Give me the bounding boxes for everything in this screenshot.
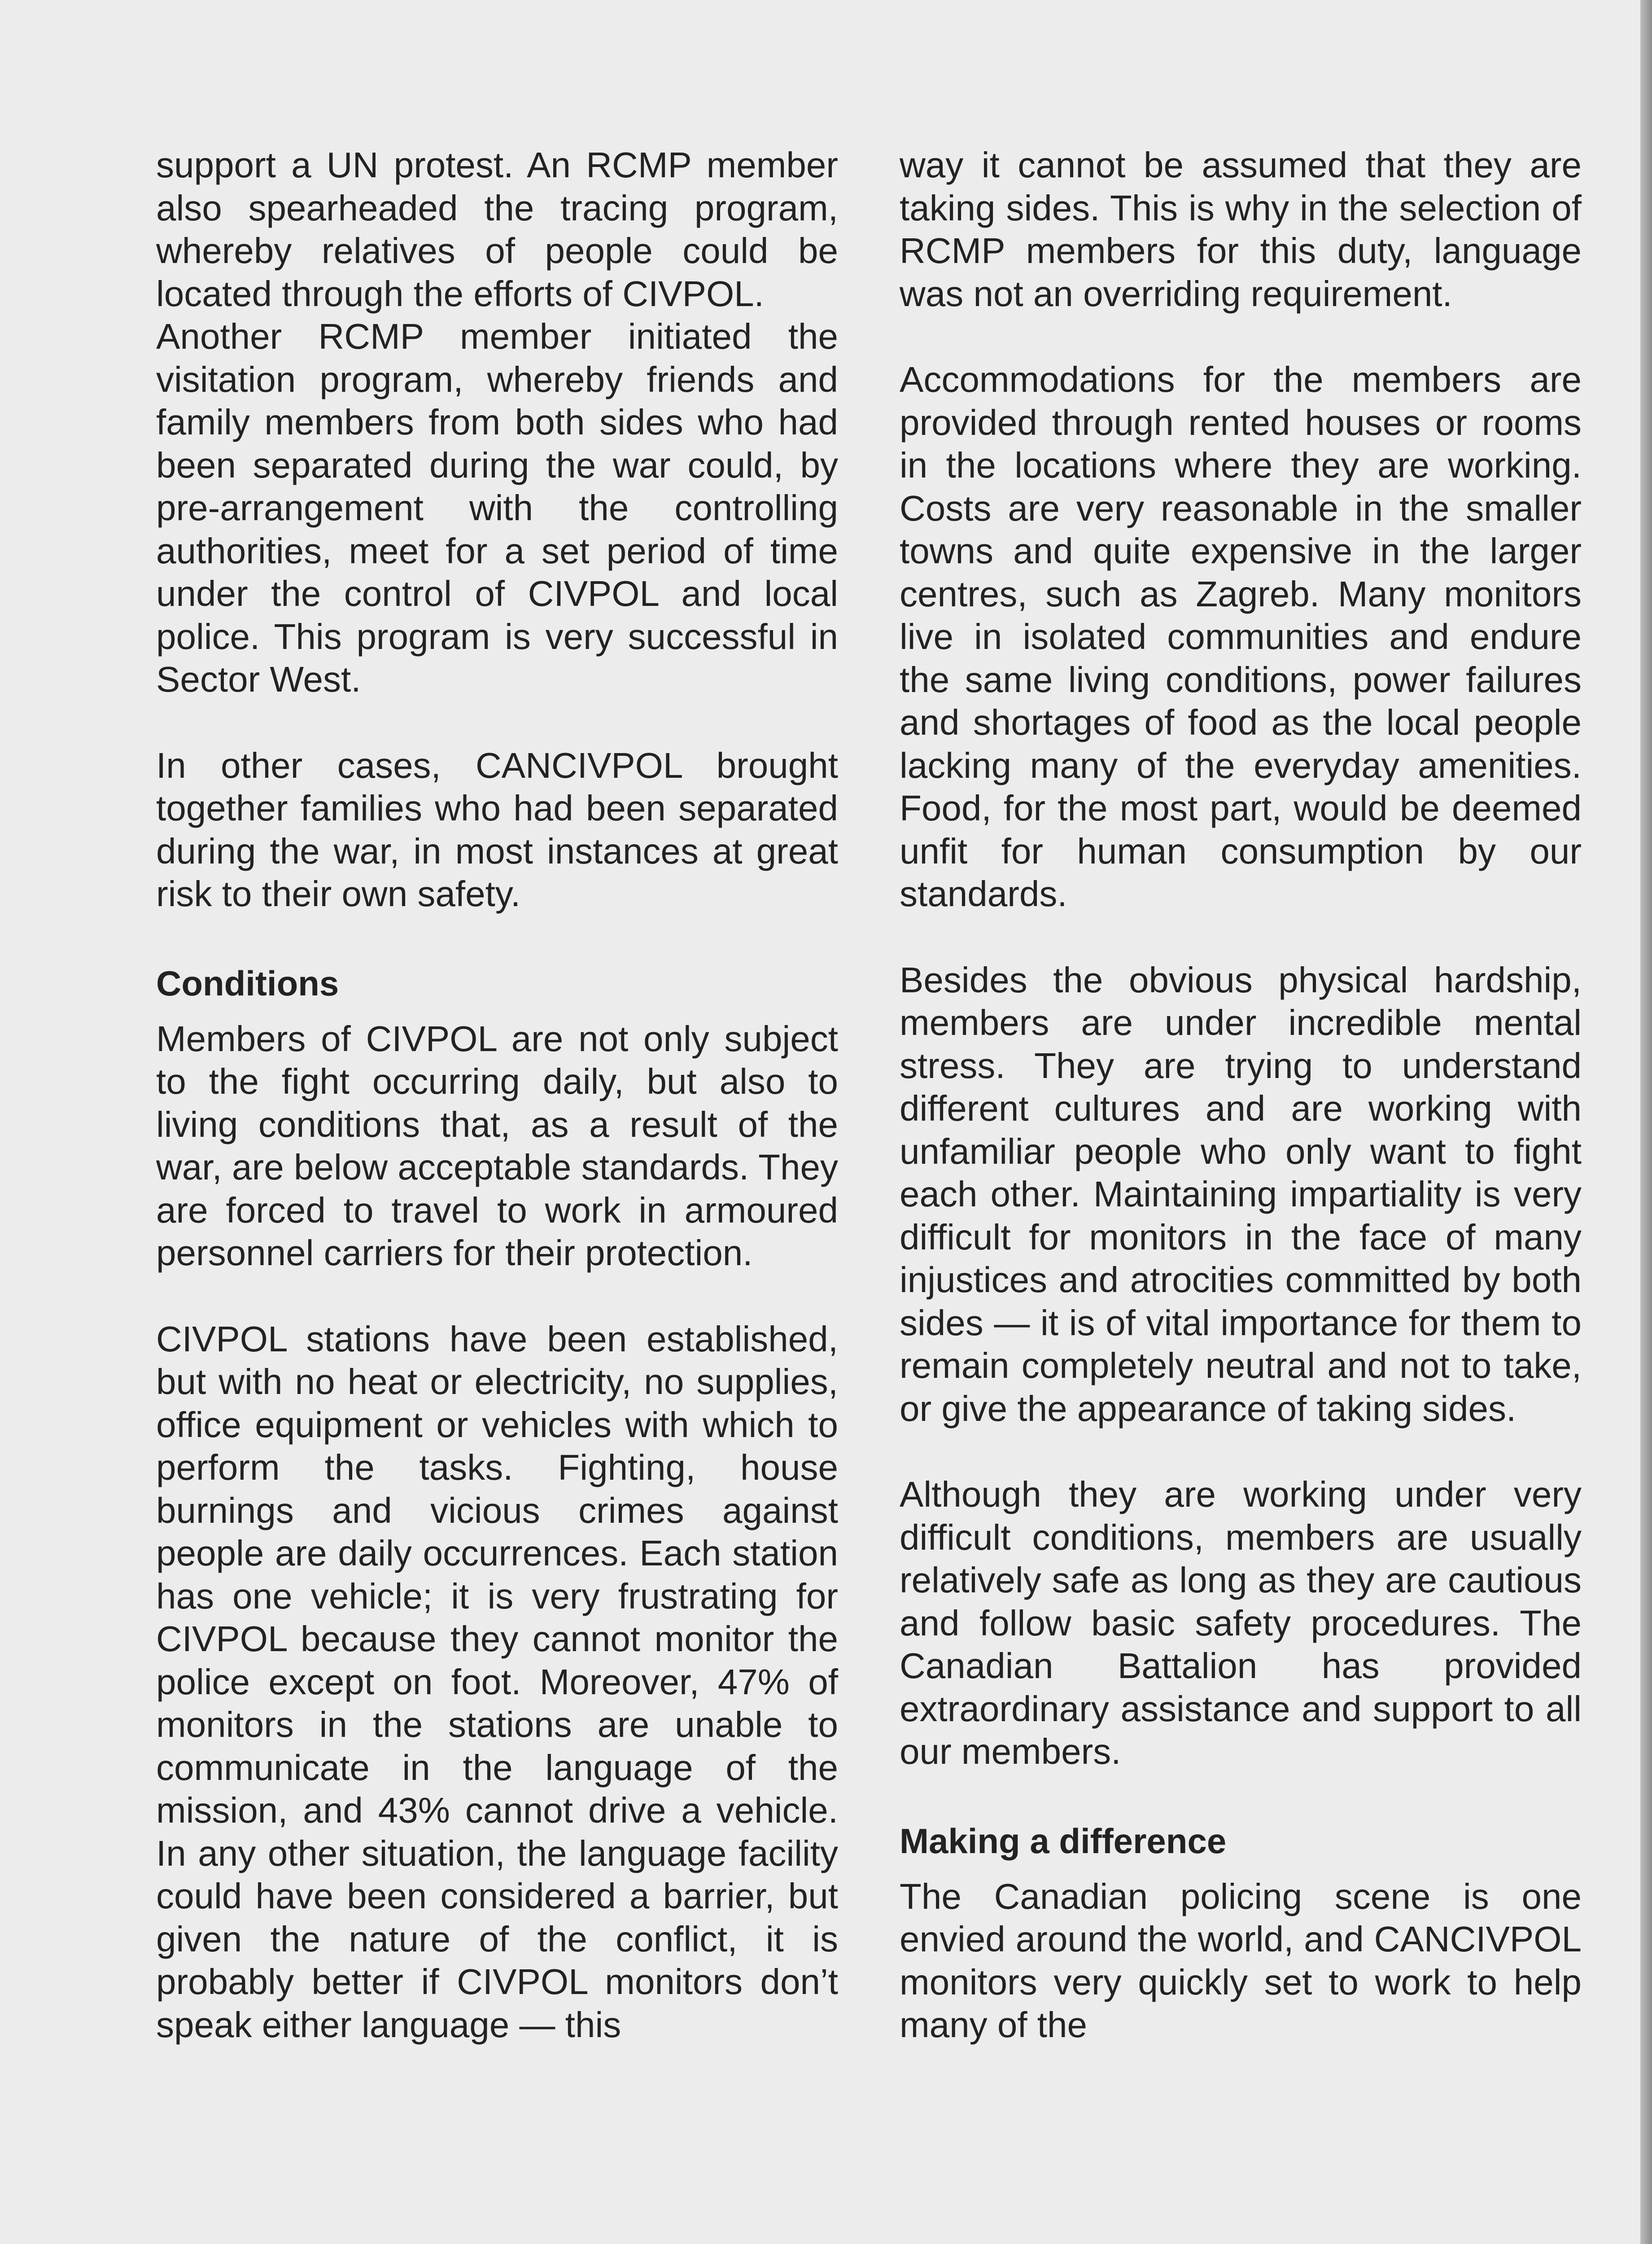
section-heading-making-a-difference: Making a difference: [900, 1821, 1227, 1861]
left-column: [156, 144, 838, 2046]
paragraph: The Canadian policing scene is one envied around the world, and CANCIVPOL monitors very quickly set to work to help many of the: [900, 1876, 1582, 2045]
paragraph: Accommodations for the members are provided through rented houses or rooms in the locations where they are working. Costs are very reasonable in the smaller towns and quite expensive in the larger centres, such as Zagreb. Many monitors live in isolated communities and endure the same living conditions, power failures and shortages of food as the local people lacking many of the everyday amenities. Food, for the most part, would be deemed unfit for human consumption by our standards.: [900, 359, 1582, 914]
paragraph: Besides the obvious physical hardship, members are under incredible mental stress. They are trying to understand different cultures and are working with unfamiliar people who only want to fight each other. Maintaining impartiality is very difficult for monitors in the face of many injustices and atrocities committed by both sides — it is of vital importance for them to remain completely neutral and not to take, or give the appearance of taking sides.: [900, 960, 1582, 1429]
paragraph: Another RCMP member initiated the visitation program, whereby friends and family members from both sides who had been separated during the war could, by pre-arrangement with the controlling authorities, meet for a set period of time under the control of CIVPOL and local police. This program is very successful in Sector West.: [156, 316, 838, 699]
section-heading-conditions: Conditions: [156, 963, 339, 1003]
paragraph: support a UN protest. An RCMP member also spearheaded the tracing program, whereby relatives of people could be located through the efforts of CIVPOL.: [156, 145, 838, 314]
paragraph: Members of CIVPOL are not only subject to the fight occurring daily, but also to living conditions that, as a result of the war, are below acceptable standards. They are forced to travel to work in armoured personnel carriers for their protection.: [156, 1018, 838, 1273]
paragraph: In other cases, CANCIVPOL brought together families who had been separated during the war, in most instances at great risk to their own safety.: [156, 745, 838, 914]
right-column: [900, 144, 1582, 2047]
paragraph: Although they are working under very difficult conditions, members are usually relatively safe as long as they are cautious and follow basic safety procedures. The Canadian Battalion has provided extraordinary assistance and support to all our members.: [900, 1474, 1582, 1771]
paragraph: way it cannot be assumed that they are taking sides. This is why in the selection of RCMP members for this duty, language was not an overriding requirement.: [900, 145, 1582, 314]
paragraph: CIVPOL stations have been established, but with no heat or electricity, no supplies, office equipment or vehicles with which to perform the tasks. Fighting, house burnings and vicious crimes against people are daily occurrences. Each station has one vehicle; it is very frustrating for CIVPOL because they cannot monitor the police except on foot. Moreover, 47% of monitors in the stations are unable to communicate in the language of the mission, and 43% cannot drive a vehicle. In any other situation, the language facility could have been considered a barrier, but given the nature of the conflict, it is probably better if CIVPOL monitors don’t speak either language — this: [156, 1319, 838, 2045]
page-edge-shadow: [1640, 0, 1652, 2244]
